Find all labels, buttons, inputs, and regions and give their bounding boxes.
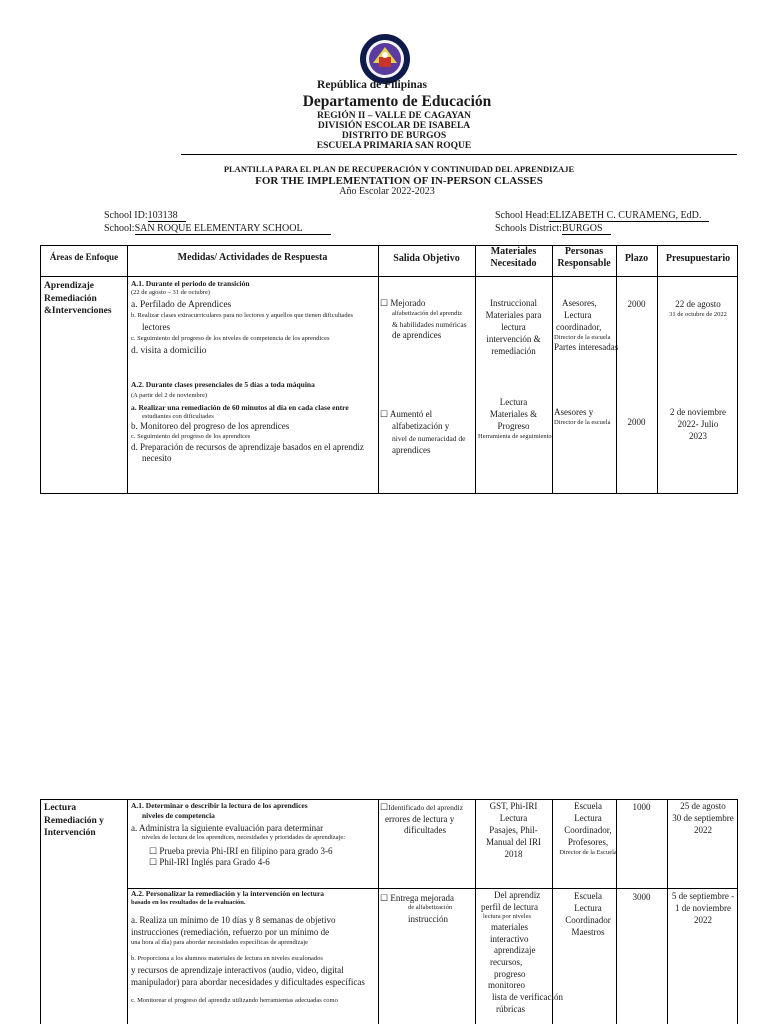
materials-line: intervención &: [486, 333, 541, 344]
responsible-line: Partes interesadas: [554, 342, 619, 353]
school-head-value: ELIZABETH C. CURAMENG, EdD.: [549, 210, 709, 222]
deped-seal-icon: [359, 33, 411, 85]
materials-line: lectura: [501, 321, 526, 332]
budget-line: 2022- Julio: [677, 418, 719, 429]
focus-area-2: [44, 802, 104, 840]
plan-table-1: [40, 245, 738, 494]
activity-b2-item: instrucciones (remediación, refuerzo por un mínimo de: [131, 926, 330, 937]
school-line: ESCUELA PRIMARIA SAN ROQUE: [316, 141, 472, 151]
budget-1: [657, 299, 739, 319]
materials-line: aprendizaje: [494, 945, 536, 956]
plan-table-2: [40, 799, 738, 1024]
school-id-label: School ID:: [104, 210, 148, 221]
materials-line: Progreso: [497, 420, 530, 431]
focus-area-line: Intervención: [44, 828, 96, 839]
district-value: BURGOS: [562, 223, 611, 235]
focus-area-line: Remediación y: [44, 815, 104, 826]
materials-line: GST, Phi-IRI: [489, 801, 538, 811]
checkbox-icon: ☐: [380, 893, 389, 903]
activity-a1-item: c. Seguimiento del progreso de los niveles de competencia de los aprendices: [131, 334, 330, 342]
activity-b2-item: una hora al día) para abordar necesidades específicas de aprendizaje: [131, 938, 309, 946]
school-name-row: [104, 223, 331, 235]
budget-2: [657, 407, 739, 443]
col-header-medidas: Medidas/ Actividades de Respuesta: [177, 252, 328, 263]
activity-a1-dates: (22 de agosto – 31 de octubre): [131, 288, 211, 296]
materials-1: [475, 298, 552, 357]
checkbox-icon: ☐: [380, 409, 389, 419]
col-divider: [127, 246, 128, 493]
budget-line: 1 de noviembre: [675, 902, 731, 913]
responsible-line: Coordinador: [565, 914, 611, 925]
district-label: Schools District:: [495, 223, 562, 234]
budget-line: 2022: [694, 914, 712, 925]
responsible-line: coordinador,: [556, 321, 602, 332]
materials-line: Lectura: [499, 397, 528, 407]
responsible-4: [552, 891, 624, 939]
republic-line: República de Filipinas: [317, 79, 427, 91]
responsible-line: Coordinador,: [564, 824, 612, 835]
activity-b1-title: niveles de competencia: [142, 810, 215, 820]
region-line: REGIÓN II – VALLE DE CAGAYAN: [317, 111, 471, 121]
target-output-4: [380, 892, 454, 925]
col-divider: [127, 800, 128, 1024]
col-divider: [475, 246, 476, 493]
activity-b2-title: A.2. Personalizar la remediación y la intervención en lectura: [131, 889, 325, 898]
materials-line: interactivo: [490, 933, 529, 944]
timeline-4: 3000: [632, 892, 651, 902]
target-output-line: instrucción: [408, 913, 448, 924]
activity-b2: [131, 889, 365, 1005]
responsible-line: Director de la escuela: [554, 418, 611, 426]
target-output-line: & habilidades numéricas: [392, 320, 467, 330]
activity-b2-item: a. Realiza un mínimo de 10 días y 8 semanas de objetivo: [131, 915, 336, 926]
budget-3: [667, 801, 739, 837]
col-header-materiales-line2: Necesitado: [490, 257, 537, 269]
school-id-value: 103138: [148, 210, 186, 222]
materials-line: materiales: [491, 921, 528, 932]
activity-a2-title: A.2. Durante clases presenciales de 5 días a toda máquina: [131, 380, 315, 389]
col-divider: [552, 246, 553, 493]
focus-area-line: Remediación: [44, 293, 97, 304]
target-output-line: Identificado del aprendiz: [388, 803, 464, 812]
materials-line: Herramienta de seguimiento: [478, 432, 552, 440]
activity-b1: [131, 801, 345, 869]
timeline-1: 2000: [627, 299, 646, 309]
focus-area-1: [44, 280, 112, 318]
responsible-line: Profesores,: [567, 836, 609, 847]
department-title: Departamento de Educación: [302, 93, 492, 110]
responsible-line: Director de la escuela: [554, 333, 611, 341]
col-header-salida: Salida Objetivo: [393, 253, 460, 264]
materials-line: monitoreo: [488, 980, 525, 991]
target-output-line: Entrega mejorada: [390, 893, 455, 903]
responsible-3: [552, 801, 624, 857]
school-id-row: [104, 210, 186, 222]
template-title-line-1: PLANTILLA PARA EL PLAN DE RECUPERACIÓN Y CONTINUIDAD DEL APRENDIZAJE: [223, 164, 575, 174]
col-header-materiales: [475, 246, 552, 269]
materials-line: lista de verificación: [492, 991, 563, 1002]
materials-2: [475, 397, 552, 441]
materials-line: recursos,: [490, 956, 523, 967]
target-output-line: alfabetización y: [392, 421, 450, 432]
activity-b1-subitem-text: Prueba previa Phi-IRI en filipino para grado 3-6: [159, 845, 333, 856]
activity-b1-subitem-text: Phil-IRI Inglés para Grado 4-6: [159, 857, 270, 868]
school-name-value: SAN ROQUE ELEMENTARY SCHOOL: [135, 223, 331, 235]
school-name-label: School:: [104, 223, 135, 234]
activity-a2: [131, 380, 364, 465]
materials-line: 2018: [504, 848, 523, 859]
responsible-line: Lectura: [574, 902, 602, 913]
budget-4: [667, 891, 739, 927]
activity-a1-item: d. visita a domicilio: [131, 346, 207, 357]
materials-line: Pasajes, Phil-: [489, 824, 538, 835]
district-line: DISTRITO DE BURGOS: [341, 131, 447, 141]
activity-b1-subitem: [131, 857, 345, 869]
responsible-line: Lectura: [574, 812, 602, 823]
activity-a2-item: b. Monitoreo del progreso de los aprendices: [131, 421, 290, 432]
target-output-line: errores de lectura y: [385, 813, 455, 824]
activity-b2-item: y recursos de aprendizaje interactivos (audio, video, digital: [131, 965, 344, 976]
activity-a1-title: A.1. Durante el periodo de transición: [131, 279, 250, 288]
budget-line: 31 de octubre de 2022: [669, 310, 727, 318]
district-row: [495, 223, 611, 235]
materials-line: Manual del IRI: [486, 836, 541, 847]
activity-a1: [131, 279, 353, 357]
timeline-2: 2000: [627, 417, 646, 427]
materials-line: lectura por niveles: [483, 913, 532, 921]
materials-4: [481, 890, 563, 1015]
col-header-personas-line1: Personas: [564, 246, 604, 257]
target-output-3: [380, 802, 463, 837]
col-divider: [616, 246, 617, 493]
header-rule: [181, 154, 737, 155]
school-head-label: School Head:: [495, 210, 550, 221]
activity-b1-subitem: [131, 846, 345, 858]
materials-line: rúbricas: [496, 1003, 525, 1014]
activity-a1-item: b. Realizar clases extracurriculares para no lectores y aquellos que tienen dificultades: [131, 311, 353, 319]
responsible-2: [554, 407, 610, 427]
target-output-line: alfabetización del aprendiz: [392, 309, 463, 317]
activity-b1-item: a. Administra la siguiente evaluación para determinar: [131, 822, 324, 833]
col-divider: [378, 246, 379, 493]
budget-line: 30 de septiembre: [672, 812, 734, 823]
materials-line: Del aprendiz: [494, 890, 541, 900]
target-output-line: aprendices: [392, 445, 431, 456]
materials-line: remediación: [491, 345, 536, 356]
checkbox-icon: ☐: [149, 845, 158, 856]
activity-a1-item: lectores: [142, 321, 170, 332]
focus-area-line: &Intervenciones: [44, 306, 112, 317]
responsible-line: Lectura: [564, 309, 592, 320]
col-divider: [657, 246, 658, 493]
materials-line: progreso: [494, 968, 526, 979]
budget-line: 2023: [689, 430, 707, 441]
activity-a2-item: c. Seguimiento del progreso de los aprendices: [131, 433, 251, 441]
target-output-line: Mejorado: [390, 298, 426, 308]
materials-line: Materiales para: [485, 309, 542, 320]
activity-a2-dates: (A partir del 2 de noviembre): [131, 391, 207, 399]
budget-line: 2022: [694, 824, 712, 835]
responsible-line: Maestros: [571, 926, 605, 937]
materials-line: Lectura: [499, 812, 528, 823]
materials-line: Materiales &: [489, 408, 538, 419]
materials-3: [475, 801, 552, 860]
col-divider: [378, 800, 379, 1024]
materials-line: Instruccional: [490, 298, 537, 308]
timeline-3: 1000: [632, 802, 651, 812]
target-output-line: nivel de numeracidad de: [392, 434, 466, 444]
budget-line: 5 de septiembre -: [671, 891, 735, 901]
activity-a2-item: a. Realizar una remediación de 60 minutos al día en cada clase entre: [131, 403, 349, 413]
activity-b1-item: niveles de lectura de los aprendices, necesidades y prioridades de aprendizaje:: [142, 834, 346, 842]
activity-a2-item: necesito: [142, 453, 172, 464]
template-title-line-2: FOR THE IMPLEMENTATION OF IN-PERSON CLASSES: [255, 175, 543, 187]
responsible-line: Escuela: [574, 801, 602, 811]
activity-a2-item: d. Preparación de recursos de aprendizaje basados en el aprendiz: [131, 441, 364, 452]
col-header-presupuestario: Presupuestario: [665, 253, 731, 264]
target-output-line: de aprendices: [392, 329, 442, 340]
activity-a2-item: estudiantes con dificultades: [142, 412, 214, 420]
activity-b2-item: b. Proporciona a los alumnos materiales de lectura en niveles escalonados: [131, 955, 323, 962]
target-output-1: [380, 298, 467, 342]
responsible-line: Director de la Escuela: [559, 848, 617, 856]
budget-line: 25 de agosto: [680, 801, 726, 811]
col-header-personas-line2: Responsable: [557, 257, 611, 269]
budget-line: 2 de noviembre: [670, 407, 726, 417]
activity-b1-title: A.1. Determinar o describir la lectura de los aprendices: [131, 801, 308, 810]
checkbox-icon: ☐: [149, 857, 158, 868]
activity-b2-subtitle: basado en los resultados de la evaluación.: [131, 898, 246, 906]
col-header-plazo: Plazo: [624, 253, 649, 264]
responsible-1: [554, 298, 618, 354]
col-header-personas: [552, 246, 616, 269]
col-header-materiales-line1: Materiales: [490, 246, 537, 257]
activity-a1-item: a. Perfilado de Aprendices: [131, 300, 232, 311]
header-row-divider: [41, 276, 737, 277]
responsible-line: Asesores y: [554, 407, 594, 417]
target-output-line: de alfabetización: [408, 904, 453, 912]
materials-line: perfil de lectura: [481, 901, 538, 912]
col-header-areas: Áreas de Enfoque: [49, 252, 119, 262]
activity-b2-item: c. Monitorear el progreso del aprendiz utilizando herramientas adecuadas como: [131, 996, 338, 1004]
focus-area-line: Lectura: [44, 803, 77, 813]
school-year: Año Escolar 2022-2023: [339, 186, 435, 197]
responsible-line: Asesores,: [562, 298, 597, 308]
checkbox-icon: ☐: [380, 298, 389, 308]
budget-line: 22 de agosto: [675, 299, 721, 309]
target-output-2: [380, 408, 466, 457]
school-head-row: [495, 210, 709, 222]
target-output-line: Aumentó el: [389, 409, 433, 419]
checkbox-icon: ☐: [380, 802, 389, 812]
focus-area-line: Aprendizaje: [44, 281, 94, 291]
division-line: DIVISIÓN ESCOLAR DE ISABELA: [317, 121, 471, 131]
responsible-line: Escuela: [574, 891, 602, 901]
activity-b2-item: manipulador) para abordar necesidades y dificultades específicas: [131, 977, 365, 988]
target-output-line: dificultades: [404, 825, 446, 836]
